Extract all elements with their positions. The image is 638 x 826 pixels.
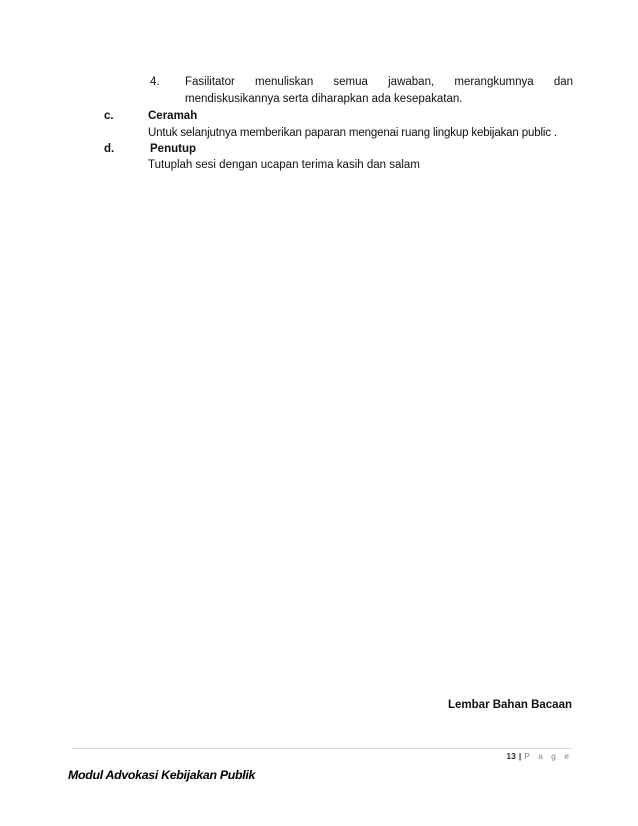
- item4-word: menuliskan: [255, 76, 314, 88]
- module-title: Modul Advokasi Kebijakan Publik: [68, 768, 256, 782]
- section-d-heading: Penutup: [150, 143, 196, 155]
- section-c-label: c.: [104, 110, 114, 122]
- page-number: 13: [506, 751, 516, 761]
- page-number-block: [506, 751, 572, 761]
- closing-label: Lembar Bahan Bacaan: [448, 699, 572, 711]
- item4-line2: mendiskusikannya serta diharapkan ada kesepakatan.: [185, 93, 463, 105]
- section-c-text: Untuk selanjutnya memberikan paparan mengenai ruang lingkup kebijakan public .: [148, 127, 557, 139]
- item4-word: dan: [553, 76, 573, 88]
- page-separator: |: [518, 751, 522, 761]
- item4-word: Fasilitator: [185, 76, 235, 88]
- section-d-text: Tutuplah sesi dengan ucapan terima kasih dan salam: [148, 159, 420, 171]
- list-number-4: 4.: [150, 76, 160, 88]
- item4-word: jawaban,: [388, 76, 435, 88]
- item4-word: semua: [333, 76, 368, 88]
- item4-word: merangkumnya: [454, 76, 534, 88]
- section-c-heading: Ceramah: [148, 110, 198, 122]
- item4-line1: [185, 76, 573, 88]
- page-word: P a g e: [524, 751, 572, 761]
- footer-divider: [72, 748, 572, 749]
- section-d-label: d.: [104, 143, 115, 155]
